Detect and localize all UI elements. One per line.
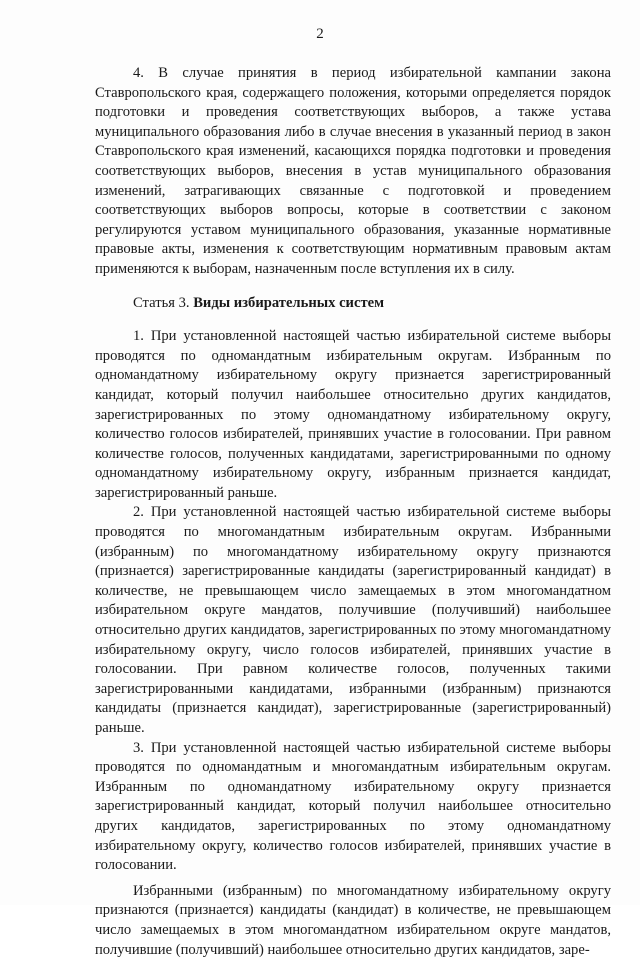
page-number: 2	[316, 26, 324, 42]
article-heading	[95, 294, 611, 314]
article-paragraph-3: 3. При установленной настоящей частью избирательной системе выборы проводятся по одномандатным и многомандатным избирательным округам. Избранным по одномандатному избирательному округу признается зарегистрированный кандидат, который получил наибольшее относительно других кандидатов, зарегистрированных по этому одномандатному избирательному округу, количество голосов избирателей, принявших участие в голосовании.	[95, 739, 611, 874]
document-body	[95, 64, 611, 960]
article-prefix: Статья 3.	[133, 294, 190, 311]
article-paragraph-2: 2. При установленной настоящей частью избирательной системе выборы проводятся по многомандатным избирательным округам. Избранными (избранным) по многомандатному избирательному округу признаются (признается) зарегистрированные кандидаты (зарегистрированный кандидат) в количестве, не превышающем число замещаемых в этом многомандатном избирательном округе мандатов, получившие (получивший) наибольшее относительно других кандидатов, зарегистрированных по этому многомандатному избирательному округу, число голосов избирателей, принявших участие в голосовании. При равном количестве голосов, полученных такими зарегистрированными кандидатами, избранными (избранным) признаются кандидаты (признается кандидат), зарегистрированные (зарегистрированный) раньше.	[95, 504, 611, 736]
article-title: Виды избирательных систем	[193, 294, 385, 311]
paragraph-4: 4. В случае принятия в период избирательной кампании закона Ставропольского края, содержащего положения, которыми определяется порядок подготовки и проведения соответствующих выборов, а также устава муниципального образования либо в случае внесения в указанный период в закон Ставропольского края изменений, касающихся порядка подготовки и проведения соответствующих выборов, внесения в устав муниципального образования изменений, затрагивающих связанные с подготовкой и проведением соответствующих выборов вопросы, которые в соответствии с законом регулируются уставом муниципального образования, указанные нормативные правовые акты, изменения к соответствующим нормативным правовым актам применяются к выборам, назначенным после вступления их в силу.	[95, 65, 611, 277]
article-paragraph-1: 1. При установленной настоящей частью избирательной системе выборы проводятся по одномандатным избирательным округам. Избранным по одномандатному избирательному округу признается зарегистрированный кандидат, который получил наибольшее относительно других кандидатов, зарегистрированных по этому одномандатному избирательному округу, количество голосов избирателей, принявших участие в голосовании. При равном количестве голосов, полученных кандидатами, зарегистрированными по одному одномандатному избирательному округу, избранным признается кандидат, зарегистрированный раньше.	[95, 328, 611, 501]
article-paragraph-3-continued: Избранными (избранным) по многомандатному избирательному округу признаются (признается) кандидаты (кандидат) в количестве, не превышающем число замещаемых в этом многомандатном избирательном округе мандатов, получившие (получивший) наибольшее относительно других кандидатов, заре-	[95, 882, 611, 958]
